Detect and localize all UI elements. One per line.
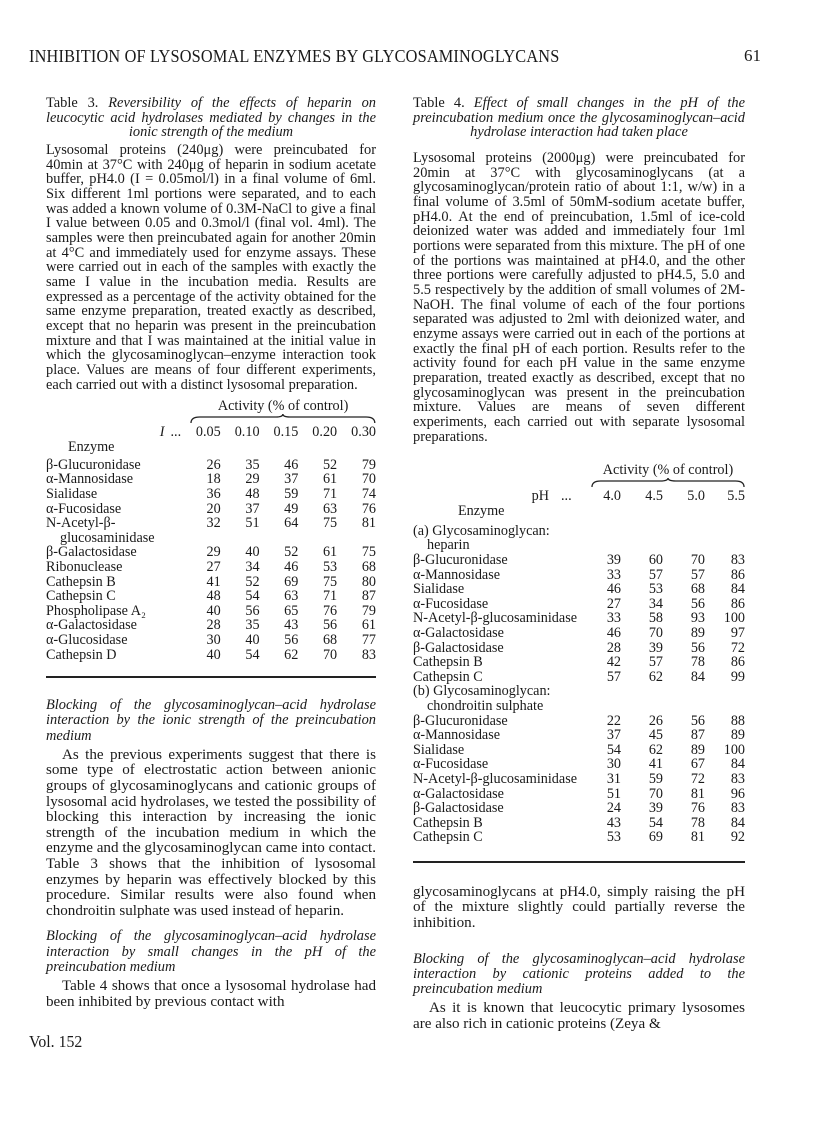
enzyme-name: N-Acetyl-β-glucosaminidase	[413, 610, 578, 627]
activity-value: 33	[606, 610, 621, 627]
footer-volume: Vol. 152	[29, 1032, 83, 1051]
table-row	[46, 545, 376, 560]
activity-value: 100	[723, 741, 745, 758]
enzyme-name: β-Galactosidase	[413, 800, 504, 817]
activity-value: 72	[690, 770, 705, 787]
activity-value: 28	[206, 617, 221, 634]
activity-value: 41	[648, 756, 663, 773]
table3-col-header: 0.15	[273, 424, 299, 441]
table-row	[46, 487, 376, 502]
table4-legend: Lysosomal proteins (2000μg) were preincubated for 20min at 37°C with glycosaminoglycans (at a glycosaminoglycan/protein ratio of about 1:1, w/w) in a final volume of 3.5ml of 50mM-sodium acetate buffer, pH4.0. At the end of preincubation, 1.5ml of ice-cold deionized water was added and immediately four 1ml portions were separated from this mixture. The pH of one of the portions was maintained at pH4.0, and the other three portions were carefully adjusted to pH4.5, 5.0 and 5.5 respectively by the addition of small volumes of 2M-NaOH. The final volume of each of the four portions separated was adjusted to 2ml with deionized water, and enzyme assays were carried out in each of the portions at exactly the final pH of each portion. Results refer to the activity found for each pH value in the same enzyme preparation, treated exactly as described, except that no glycosaminoglycan was present in the preincubation mixture. Values are means of seven different experiments, each carried out with separate lysosomal preparations.	[413, 150, 745, 445]
table3-title: Reversibility of the effects of heparin on leucocytic acid hydrolases mediated by changes in the ionic strength of the medium	[46, 95, 376, 141]
activity-value: 54	[245, 588, 260, 605]
activity-value: 64	[284, 515, 299, 532]
activity-value: 89	[690, 624, 705, 641]
activity-value: 39	[648, 800, 663, 817]
table4-bottom-rule	[413, 861, 745, 863]
table-row	[413, 772, 745, 787]
activity-value: 26	[206, 456, 221, 473]
activity-value: 34	[648, 595, 663, 612]
table-row	[413, 743, 745, 758]
enzyme-name: α-Galactosidase	[413, 785, 504, 802]
activity-value: 65	[284, 602, 299, 619]
activity-value: 46	[284, 456, 299, 473]
activity-value: 29	[245, 471, 260, 488]
activity-value: 57	[690, 566, 705, 583]
activity-value: 18	[206, 471, 221, 488]
activity-value: 54	[648, 814, 663, 831]
table4-col-header: 5.5	[727, 488, 745, 505]
table-row	[413, 728, 745, 743]
enzyme-name: α-Fucosidase	[413, 756, 489, 773]
activity-value: 31	[606, 770, 621, 787]
activity-value: 71	[322, 588, 338, 605]
table-row	[413, 655, 745, 670]
right-section-2	[413, 952, 745, 1033]
activity-value: 68	[322, 631, 338, 648]
activity-value: 48	[245, 486, 260, 503]
enzyme-name: Cathepsin D	[46, 646, 117, 663]
activity-value: 83	[361, 646, 376, 663]
table-row	[413, 757, 745, 772]
table4-activity-header	[591, 462, 745, 488]
table-row	[413, 801, 745, 816]
activity-value: 80	[361, 573, 376, 590]
activity-value: 60	[648, 552, 663, 569]
enzyme-name: Cathepsin C	[46, 588, 116, 605]
activity-value: 96	[730, 785, 745, 802]
activity-label: Activity (% of control)	[217, 398, 349, 415]
enzyme-name: α-Fucosidase	[413, 595, 489, 612]
activity-value: 86	[730, 566, 745, 583]
activity-value: 26	[648, 712, 663, 729]
table-row	[413, 787, 745, 802]
activity-value: 51	[245, 515, 260, 532]
section-heading: Blocking of the glycosaminoglycan–acid hydrolase interaction by small changes in the pH of the preincubation medium	[46, 928, 376, 975]
activity-value: 83	[730, 552, 745, 569]
activity-value: 36	[206, 486, 221, 503]
activity-value: 61	[322, 544, 338, 561]
enzyme-name: Cathepsin B	[413, 654, 483, 671]
activity-value: 89	[690, 741, 705, 758]
enzyme-name: β-Glucuronidase	[46, 456, 141, 473]
activity-value: 63	[322, 500, 338, 517]
enzyme-name: β-Galactosidase	[413, 639, 504, 656]
enzyme-name: Sialidase	[413, 741, 465, 758]
activity-value: 43	[606, 814, 621, 831]
activity-value: 74	[361, 486, 376, 503]
table-row	[413, 714, 745, 729]
activity-value: 70	[361, 471, 376, 488]
activity-value: 35	[245, 456, 260, 473]
activity-value: 79	[361, 456, 376, 473]
table4-ellipsis: ...	[561, 488, 572, 505]
activity-value: 70	[322, 646, 338, 663]
section-body: Table 4 shows that once a lysosomal hydrolase had been inhibited by previous contact with	[46, 977, 376, 1010]
activity-value: 81	[690, 785, 705, 802]
activity-value: 54	[606, 741, 621, 758]
enzyme-name: N-Acetyl-β-glucosaminidase	[413, 770, 578, 787]
activity-value: 52	[245, 573, 260, 590]
activity-value: 59	[284, 486, 299, 503]
activity-value: 56	[690, 595, 705, 612]
section-body: As the previous experiments suggest that there is some type of electrostatic action between anionic groups of glycosaminoglycans and cationic groups of lysosomal acid hydrolases, we tested the possibility of blocking this interaction by increasing the ionic strength of the incubation medium in which the enzyme and the glycosaminoglycan came into contact. Table 3 shows that the inhibition of lysosomal enzymes by heparin was effectively blocked by this procedure. Similar results were also found when chondroitin sulphate was used instead of heparin.	[46, 746, 376, 919]
table-row	[413, 670, 745, 685]
table3-activity-header	[190, 398, 376, 424]
table-row	[46, 604, 376, 619]
activity-value: 40	[245, 631, 260, 648]
activity-value: 68	[690, 581, 705, 598]
activity-value: 75	[322, 515, 338, 532]
activity-value: 54	[245, 646, 260, 663]
activity-value: 57	[648, 566, 663, 583]
activity-value: 29	[206, 544, 221, 561]
activity-value: 49	[284, 500, 299, 517]
activity-value: 99	[730, 668, 745, 685]
right-section-1	[413, 885, 745, 932]
activity-value: 100	[723, 610, 745, 627]
table-row	[46, 472, 376, 487]
enzyme-name: α-Galactosidase	[413, 624, 504, 641]
activity-value: 71	[322, 486, 338, 503]
activity-value: 39	[606, 552, 621, 569]
activity-value: 39	[648, 639, 663, 656]
right-column	[413, 96, 745, 1032]
table-row	[413, 641, 745, 656]
table4-label: Table 4.	[413, 95, 465, 111]
table4-col-header: 5.0	[687, 488, 705, 505]
enzyme-name: β-Galactosidase	[46, 544, 137, 561]
table3	[46, 398, 376, 662]
activity-value: 89	[730, 727, 745, 744]
activity-value: 68	[361, 559, 376, 576]
activity-value: 75	[361, 544, 376, 561]
table3-bottom-rule	[46, 676, 376, 678]
activity-value: 87	[361, 588, 376, 605]
enzyme-name: α-Glucosidase	[46, 631, 128, 648]
table-row	[46, 633, 376, 648]
activity-value: 69	[284, 573, 299, 590]
left-column	[46, 96, 376, 1010]
activity-value: 81	[361, 515, 376, 532]
enzyme-name: α-Mannosidase	[413, 727, 501, 744]
table-row	[413, 626, 745, 641]
table3-ellipsis: ...	[170, 424, 182, 441]
activity-value: 79	[361, 602, 376, 619]
group-label-continuation: chondroitin sulphate	[427, 697, 544, 714]
activity-value: 42	[606, 654, 621, 671]
activity-value: 30	[606, 756, 621, 773]
page-number: 61	[744, 46, 761, 65]
activity-value: 72	[730, 639, 745, 656]
table3-col-header: 0.20	[312, 424, 338, 441]
enzyme-name: N-Acetyl-β-	[46, 515, 116, 532]
activity-value: 70	[648, 785, 663, 802]
activity-value: 48	[206, 588, 221, 605]
activity-value: 70	[690, 552, 705, 569]
brace-icon	[190, 414, 376, 424]
activity-value: 40	[245, 544, 260, 561]
table-row	[413, 568, 745, 583]
left-section-2	[46, 929, 376, 1010]
activity-value: 76	[361, 500, 376, 517]
table3-row-header: Enzyme	[68, 439, 115, 456]
table-row	[413, 611, 745, 626]
activity-value: 92	[730, 829, 745, 846]
activity-value: 67	[690, 756, 705, 773]
activity-value: 33	[606, 566, 621, 583]
activity-value: 53	[322, 559, 338, 576]
enzyme-name: Ribonuclease	[46, 559, 123, 576]
table3-caption	[46, 96, 376, 140]
activity-value: 76	[322, 602, 338, 619]
activity-value: 88	[730, 712, 745, 729]
enzyme-name: α-Mannosidase	[413, 566, 501, 583]
group-label: (b) Glycosaminoglycan:	[413, 683, 551, 700]
group-header-continuation	[413, 538, 745, 553]
group-header	[413, 524, 745, 539]
activity-value: 63	[284, 588, 299, 605]
activity-value: 56	[690, 639, 705, 656]
activity-value: 41	[206, 573, 221, 590]
table3-legend: Lysosomal proteins (240μg) were preincubated for 40min at 37°C with 240μg of heparin in sodium acetate buffer, pH4.0 (I = 0.05mol/l) in a final volume of 6ml. Six different 1ml portions were separated, and to each was added a known volume of 0.3M-NaCl to give a final I value between 0.05 and 0.3mol/l (final vol. 4ml). The samples were then preincubated again for another 20min at 4°C and immediately used for enzyme assays. These were carried out in each of the samples with exactly the same I value in the incubation media. Results are expressed as a percentage of the activity obtained for the same enzyme preparation, treated exactly as described, except that no heparin was present in the preincubation mixture and that I was maintained at the initial value in which the glycosaminoglycan–enzyme interaction took place. Values are means of four different experiments, each carried out with a distinct lysosomal preparation.	[46, 142, 376, 393]
activity-value: 62	[648, 668, 663, 685]
table4-row-header: Enzyme	[458, 503, 505, 520]
table3-col-header: 0.05	[195, 424, 221, 441]
table4-var-label: pH	[531, 488, 549, 505]
activity-value: 52	[322, 456, 338, 473]
table-row	[413, 816, 745, 831]
activity-value: 52	[284, 544, 299, 561]
table4-caption	[413, 96, 745, 140]
activity-value: 27	[606, 595, 621, 612]
table-row	[46, 618, 376, 633]
activity-value: 30	[206, 631, 221, 648]
section-body: As it is known that leucocytic primary lysosomes are also rich in cationic proteins (Zeya &	[413, 1000, 745, 1032]
activity-value: 53	[648, 581, 663, 598]
activity-value: 86	[730, 654, 745, 671]
group-label-continuation: heparin	[427, 537, 470, 554]
enzyme-name: β-Glucuronidase	[413, 712, 508, 729]
activity-value: 53	[606, 829, 621, 846]
table4-col-header: 4.5	[645, 488, 663, 505]
activity-value: 70	[648, 624, 663, 641]
activity-value: 27	[206, 559, 221, 576]
table4	[413, 462, 745, 845]
activity-value: 35	[245, 617, 260, 634]
activity-value: 84	[730, 814, 745, 831]
activity-value: 78	[690, 654, 705, 671]
activity-value: 28	[606, 639, 621, 656]
section-heading: Blocking of the glycosaminoglycan–acid hydrolase interaction by the ionic strength of the preincubation medium	[46, 697, 376, 744]
table-row	[46, 575, 376, 590]
activity-value: 62	[648, 741, 663, 758]
activity-value: 61	[322, 471, 338, 488]
activity-value: 61	[361, 617, 376, 634]
activity-value: 51	[606, 785, 621, 802]
table4-col-header: 4.0	[603, 488, 621, 505]
activity-value: 86	[730, 595, 745, 612]
table-row	[46, 516, 376, 531]
activity-value: 62	[284, 646, 299, 663]
enzyme-name: α-Galactosidase	[46, 617, 137, 634]
activity-value: 83	[730, 770, 745, 787]
activity-value: 40	[206, 646, 221, 663]
activity-value: 46	[606, 624, 621, 641]
activity-value: 20	[206, 500, 221, 517]
activity-value: 37	[245, 500, 260, 517]
activity-value: 45	[648, 727, 663, 744]
activity-value: 77	[361, 631, 376, 648]
activity-value: 34	[245, 559, 260, 576]
activity-value: 83	[730, 800, 745, 817]
activity-value: 57	[648, 654, 663, 671]
enzyme-name: Sialidase	[413, 581, 465, 598]
activity-value: 81	[690, 829, 705, 846]
activity-value: 37	[606, 727, 621, 744]
table-row	[413, 553, 745, 568]
table3-var-label: I	[159, 424, 165, 441]
enzyme-name: Cathepsin B	[46, 573, 116, 590]
activity-value: 43	[284, 617, 299, 634]
table-row-continuation	[46, 531, 376, 546]
enzyme-name: Sialidase	[46, 486, 98, 503]
activity-value: 69	[648, 829, 663, 846]
table-row	[413, 830, 745, 845]
enzyme-name: Phospholipase A₂	[46, 602, 146, 619]
table-row	[46, 648, 376, 663]
enzyme-name: Cathepsin B	[413, 814, 483, 831]
activity-value: 78	[690, 814, 705, 831]
activity-value: 84	[730, 581, 745, 598]
activity-value: 46	[606, 581, 621, 598]
activity-value: 56	[284, 631, 299, 648]
table-row	[46, 589, 376, 604]
activity-value: 24	[606, 800, 621, 817]
activity-value: 84	[730, 756, 745, 773]
group-header-continuation	[413, 699, 745, 714]
table3-col-header: 0.10	[234, 424, 260, 441]
table3-col-header: 0.30	[351, 424, 376, 441]
table-row	[46, 560, 376, 575]
activity-value: 75	[322, 573, 338, 590]
table4-title: Effect of small changes in the pH of the preincubation medium once the glycosaminoglycan–acid hydrolase interaction had taken place	[413, 95, 745, 141]
group-label: (a) Glycosaminoglycan:	[413, 522, 550, 539]
activity-value: 76	[690, 800, 705, 817]
activity-value: 93	[690, 610, 705, 627]
activity-value: 56	[245, 602, 260, 619]
activity-value: 32	[206, 515, 221, 532]
activity-value: 46	[284, 559, 299, 576]
enzyme-name: Cathepsin C	[413, 829, 483, 846]
table-row	[413, 597, 745, 612]
enzyme-name: β-Glucuronidase	[413, 552, 508, 569]
activity-value: 37	[284, 471, 299, 488]
section-body: glycosaminoglycans at pH4.0, simply raising the pH of the mixture slightly could partially reverse the inhibition.	[413, 883, 745, 932]
activity-value: 59	[648, 770, 663, 787]
running-head: INHIBITION OF LYSOSOMAL ENZYMES BY GLYCOSAMINOGLYCANS	[29, 46, 560, 66]
table-row	[413, 582, 745, 597]
group-header	[413, 684, 745, 699]
activity-value: 56	[322, 617, 338, 634]
activity-value: 84	[690, 668, 705, 685]
enzyme-name-continuation: glucosaminidase	[60, 529, 155, 546]
brace-icon	[591, 478, 745, 488]
table3-label: Table 3.	[46, 95, 99, 111]
section-heading: Blocking of the glycosaminoglycan–acid hydrolase interaction by cationic proteins added to the preincubation medium	[413, 950, 745, 998]
activity-value: 56	[690, 712, 705, 729]
table-row	[46, 502, 376, 517]
activity-value: 22	[606, 712, 621, 729]
left-section-1	[46, 698, 376, 919]
activity-value: 40	[206, 602, 221, 619]
activity-value: 87	[690, 727, 705, 744]
activity-label: Activity (% of control)	[602, 462, 734, 479]
table-row	[46, 458, 376, 473]
activity-value: 58	[648, 610, 663, 627]
activity-value: 57	[606, 668, 621, 685]
enzyme-name: Cathepsin C	[413, 668, 483, 685]
enzyme-name: α-Fucosidase	[46, 500, 122, 517]
enzyme-name: α-Mannosidase	[46, 471, 134, 488]
activity-value: 97	[730, 624, 745, 641]
